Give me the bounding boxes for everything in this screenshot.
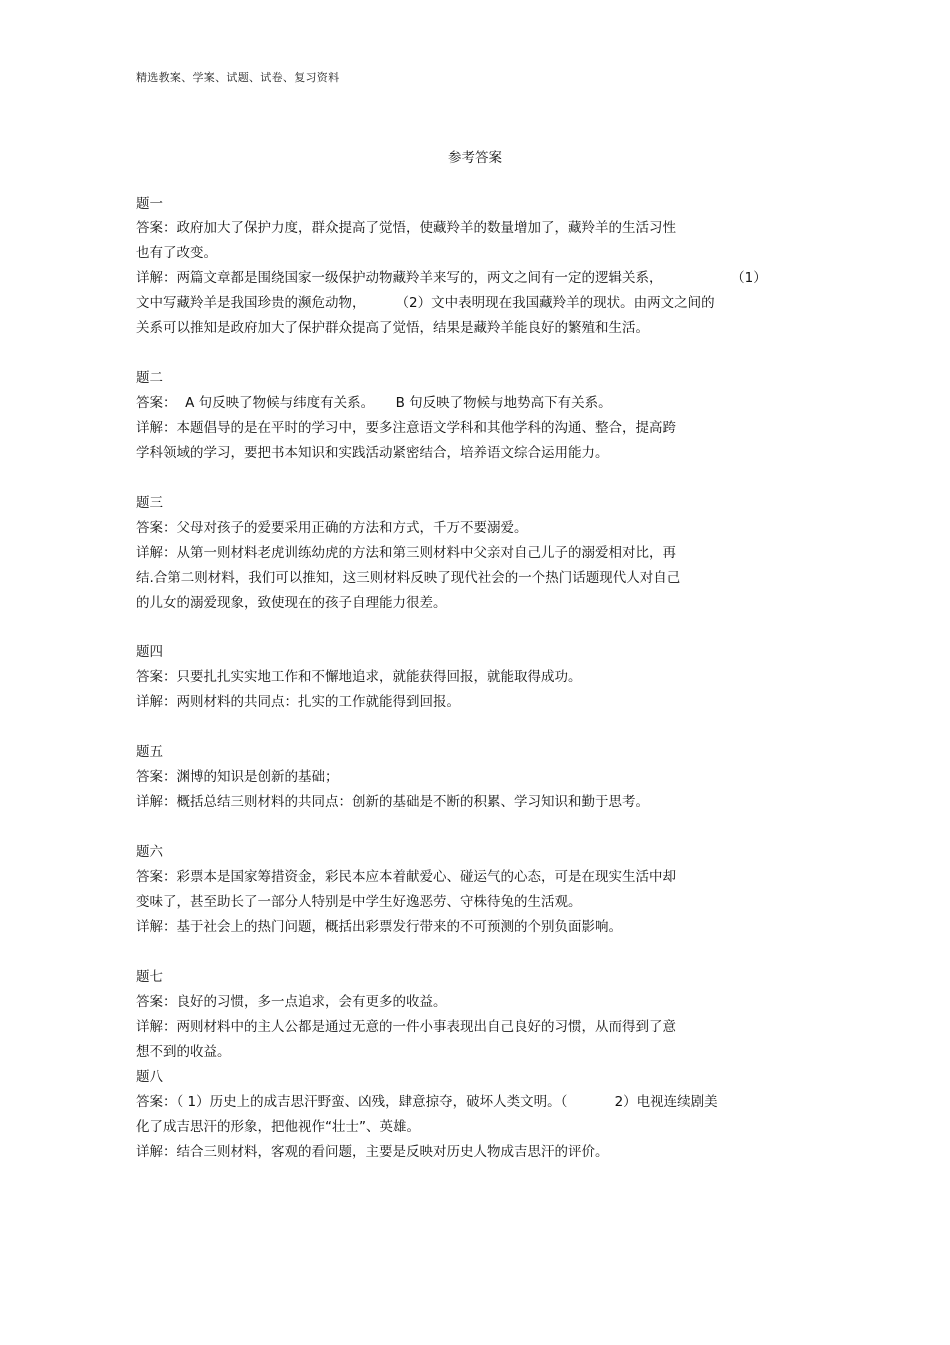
section-heading-1: 题一 — [136, 196, 163, 212]
answer-line: 也有了改变。 — [136, 245, 217, 261]
explanation-line: 结.合第二则材料，我们可以推知，这三则材料反映了现代社会的一个热门话题现代人对自己 — [136, 570, 681, 586]
answer-line: 答案：渊博的知识是创新的基础； — [136, 769, 339, 785]
answer-line: 答案：政府加大了保护力度，群众提高了觉悟，使藏羚羊的数量增加了，藏羚羊的生活习性 — [136, 220, 676, 236]
explanation-line: 详解：从第一则材料老虎训练幼虎的方法和第三则材料中父亲对自己儿子的溺爱相对比，再 — [136, 545, 676, 561]
explanation-line: 的儿女的溺爱现象，致使现在的孩子自理能力很差。 — [136, 595, 447, 611]
explanation-line: 关系可以推知是政府加大了保护群众提高了觉悟，结果是藏羚羊能良好的繁殖和生活。 — [136, 320, 649, 336]
answer-line: 答案：彩票本是国家筹措资金，彩民本应本着献爱心、碰运气的心态，可是在现实生活中却 — [136, 869, 676, 885]
answer-line: 化了成吉思汗的形象，把他视作“壮士”、英雄。 — [136, 1119, 420, 1135]
page-title: 参考答案 — [448, 150, 502, 166]
explanation-line: 详解：本题倡导的是在平时的学习中，要多注意语文学科和其他学科的沟通、整合，提高跨 — [136, 420, 676, 436]
explanation-line: 详解：两则材料中的主人公都是通过无意的一件小事表现出自己良好的习惯，从而得到了意 — [136, 1019, 676, 1035]
explanation-line: 详解：两则材料的共同点：扎实的工作就能得到回报。 — [136, 694, 460, 710]
section-heading-2: 题二 — [136, 370, 163, 386]
section-heading-3: 题三 — [136, 495, 163, 511]
explanation-line: 详解：概括总结三则材料的共同点：创新的基础是不断的积累、学习知识和勤于思考。 — [136, 794, 649, 810]
answer-line: 变味了，甚至助长了一部分人特别是中学生好逸恶劳、守株待兔的生活观。 — [136, 894, 582, 910]
explanation-line: 详解：基于社会上的热门问题，概括出彩票发行带来的不可预测的个别负面影响。 — [136, 919, 622, 935]
answer-line: 答案：良好的习惯，多一点追求，会有更多的收益。 — [136, 994, 447, 1010]
explanation-line: 文中写藏羚羊是我国珍贵的濒危动物， （2）文中表明现在我国藏羚羊的现状。由两文之间的 — [136, 295, 715, 311]
answer-line: 答案：只要扎扎实实地工作和不懈地追求，就能获得回报，就能取得成功。 — [136, 669, 582, 685]
section-heading-6: 题六 — [136, 844, 163, 860]
explanation-line: 想不到的收益。 — [136, 1044, 231, 1060]
answer-line: 答案：父母对孩子的爱要采用正确的方法和方式，千万不要溺爱。 — [136, 520, 528, 536]
answer-line: 答案： A 句反映了物候与纬度有关系。 B 句反映了物候与地势高下有关系。 — [136, 395, 612, 411]
section-heading-5: 题五 — [136, 744, 163, 760]
explanation-line: 详解：两篇文章都是围绕国家一级保护动物藏羚羊来写的，两文之间有一定的逻辑关系， （1） — [136, 270, 767, 286]
explanation-line: 学科领域的学习，要把书本知识和实践活动紧密结合，培养语文综合运用能力。 — [136, 445, 609, 461]
answer-line: 答案：（ 1）历史上的成吉思汗野蛮、凶残，肆意掠夺，破坏人类文明。（ 2）电视连续剧美 — [136, 1094, 718, 1110]
explanation-line: 详解：结合三则材料，客观的看问题，主要是反映对历史人物成吉思汗的评价。 — [136, 1144, 609, 1160]
section-heading-4: 题四 — [136, 644, 163, 660]
section-heading-8: 题八 — [136, 1069, 163, 1085]
section-heading-7: 题七 — [136, 969, 163, 985]
header-note: 精选教案、学案、试题、试卷、复习资料 — [136, 71, 340, 84]
